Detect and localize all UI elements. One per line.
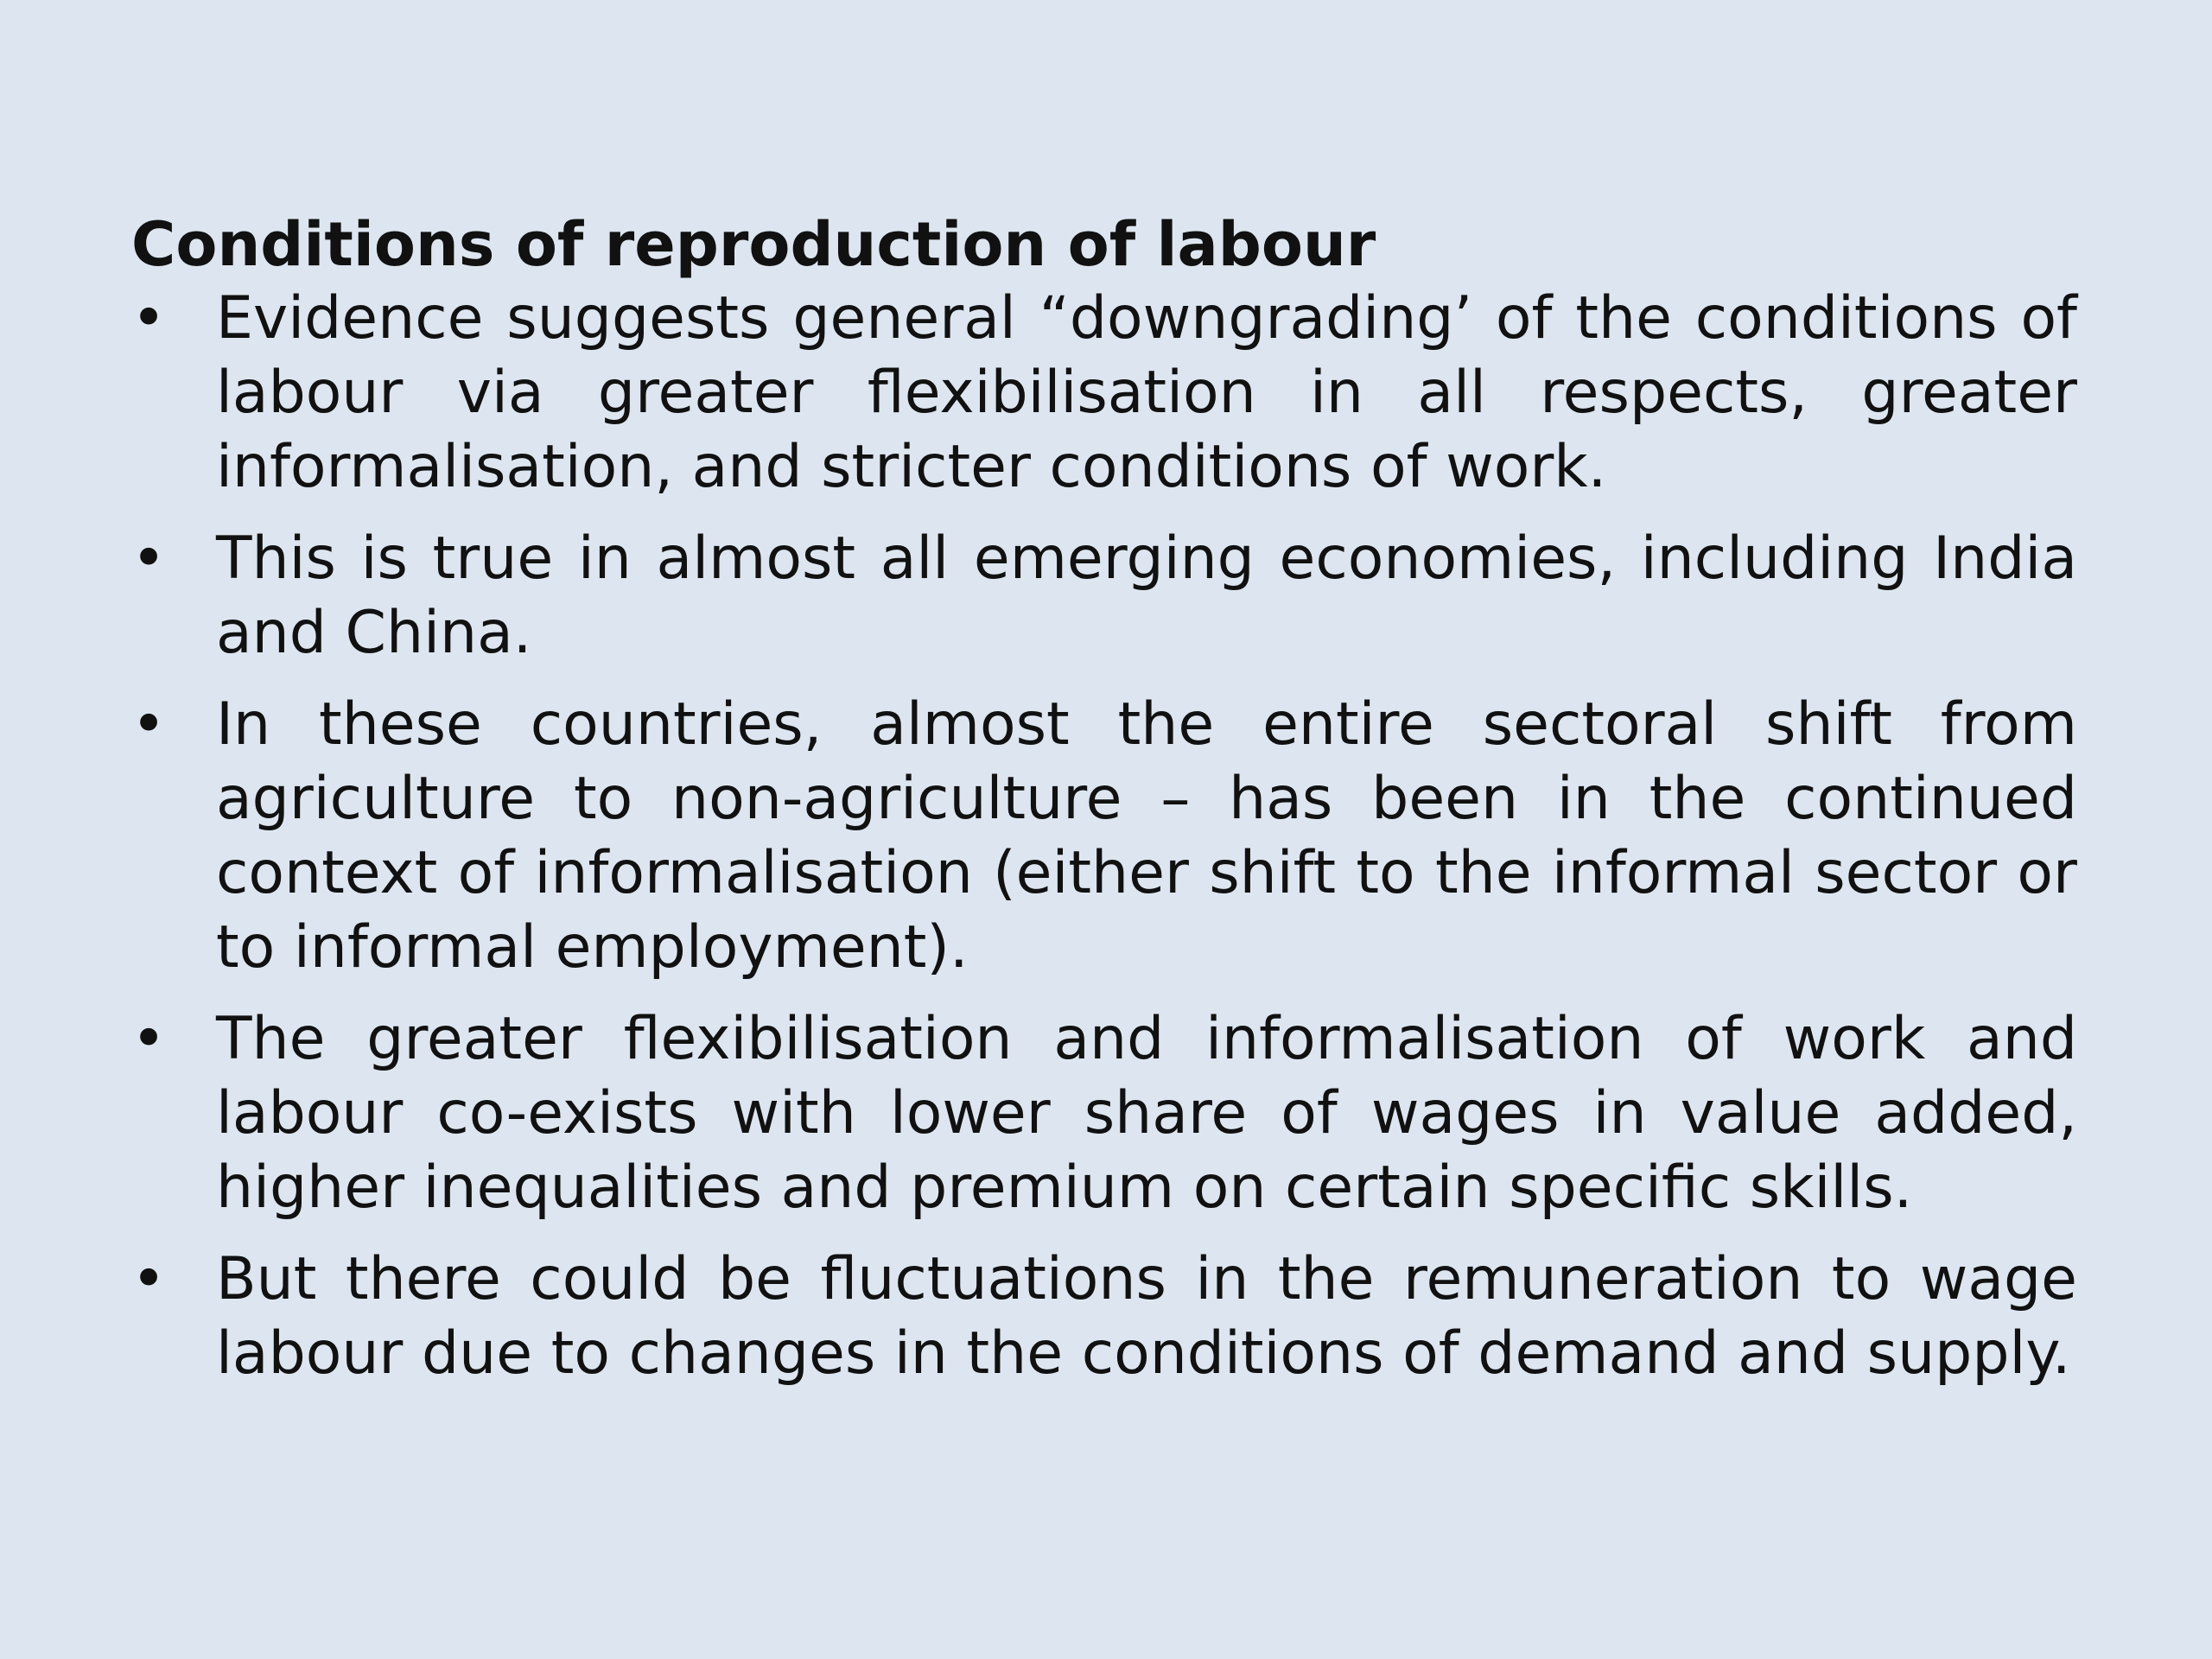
bullet-icon: • [131, 690, 167, 759]
bullet-item [131, 522, 2077, 671]
bullet-text: But there could be fluctuations in the remuneration to wage labour due to changes in the conditions of demand and supply. [216, 1245, 2077, 1388]
bullet-item [131, 1002, 2077, 1225]
bullet-text: This is true in almost all emerging economies, including India and China. [216, 524, 2077, 667]
bullet-item [131, 282, 2077, 505]
bullet-text: Evidence suggests general “downgrading’ of the conditions of labour via greater flexibilisation in all respects, greater informalisation, and stricter conditions of work. [216, 284, 2077, 501]
bullet-text: In these countries, almost the entire sectoral shift from agriculture to non-agriculture – has been in the continued context of informalisation (either shift to the informal sector or to informal employment). [216, 690, 2077, 982]
bullet-icon: • [131, 284, 167, 353]
bullet-icon: • [131, 1005, 167, 1073]
slide-title: Conditions of reproduction of labour [131, 209, 1376, 280]
bullet-icon: • [131, 1245, 167, 1313]
bullet-list [131, 282, 2077, 1391]
bullet-item [131, 1243, 2077, 1391]
bullet-icon: • [131, 524, 167, 593]
bullet-item [131, 688, 2077, 985]
slide-content [131, 207, 2077, 1408]
bullet-text: The greater flexibilisation and informalisation of work and labour co-exists with lower share of wages in value added, higher inequalities and premium on certain specific skills. [216, 1005, 2077, 1222]
